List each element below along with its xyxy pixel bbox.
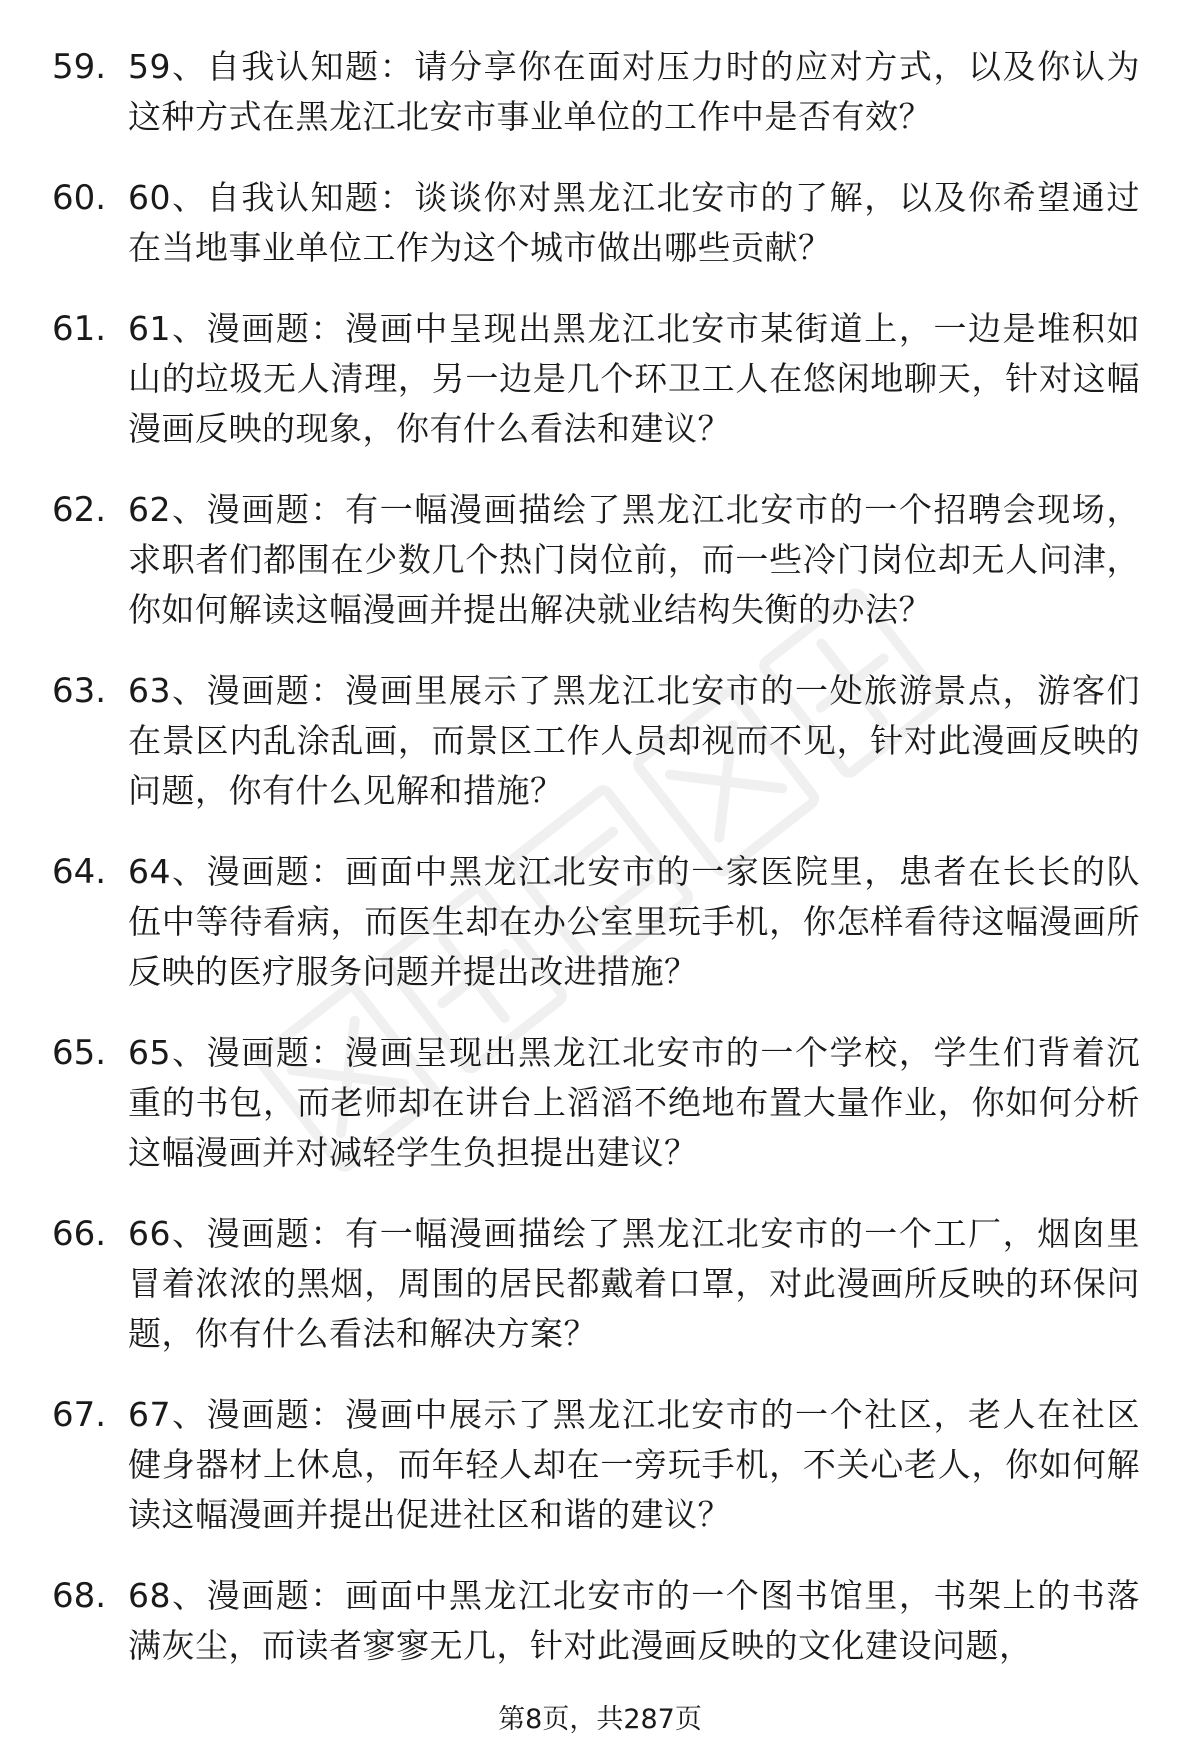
list-item <box>52 42 1140 142</box>
item-number: 61. <box>52 309 107 349</box>
item-number: 68. <box>52 1576 107 1616</box>
item-text: 59、自我认知题：请分享你在面对压力时的应对方式，以及你认为这种方式在黑龙江北安市事业单位的工作中是否有效？ <box>128 47 1140 136</box>
list-item <box>52 1571 1140 1671</box>
item-number: 62. <box>52 490 107 530</box>
list-item <box>52 485 1140 635</box>
list-item <box>52 1209 1140 1359</box>
item-text: 67、漫画题：漫画中展示了黑龙江北安市的一个社区，老人在社区健身器材上休息，而年轻人却在一旁玩手机，不关心老人，你如何解读这幅漫画并提出促进社区和谐的建议？ <box>128 1395 1140 1534</box>
item-text: 60、自我认知题：谈谈你对黑龙江北安市的了解，以及你希望通过在当地事业单位工作为这个城市做出哪些贡献？ <box>128 178 1140 267</box>
item-text: 61、漫画题：漫画中呈现出黑龙江北安市某街道上，一边是堆积如山的垃圾无人清理，另一边是几个环卫工人在悠闲地聊天，针对这幅漫画反映的现象，你有什么看法和建议？ <box>128 309 1140 448</box>
page-footer: 第8页，共287页 <box>498 1704 702 1735</box>
list-item <box>52 1028 1140 1178</box>
list-item <box>52 304 1140 454</box>
item-number: 66. <box>52 1214 107 1254</box>
item-text: 68、漫画题：画面中黑龙江北安市的一个图书馆里，书架上的书落满灰尘，而读者寥寥无几，针对此漫画反映的文化建设问题， <box>128 1576 1140 1665</box>
item-text: 65、漫画题：漫画呈现出黑龙江北安市的一个学校，学生们背着沉重的书包，而老师却在讲台上滔滔不绝地布置大量作业，你如何分析这幅漫画并对减轻学生负担提出建议？ <box>128 1033 1140 1172</box>
question-list <box>52 42 1140 1671</box>
list-item <box>52 666 1140 816</box>
item-number: 60. <box>52 178 107 218</box>
item-number: 63. <box>52 671 107 711</box>
item-number: 59. <box>52 47 107 87</box>
item-number: 64. <box>52 852 107 892</box>
list-item <box>52 847 1140 997</box>
list-item <box>52 173 1140 273</box>
item-text: 62、漫画题：有一幅漫画描绘了黑龙江北安市的一个招聘会现场，求职者们都围在少数几个热门岗位前，而一些冷门岗位却无人问津，你如何解读这幅漫画并提出解决就业结构失衡的办法？ <box>128 490 1140 629</box>
item-number: 67. <box>52 1395 107 1435</box>
item-number: 65. <box>52 1033 107 1073</box>
list-item <box>52 1390 1140 1540</box>
item-text: 63、漫画题：漫画里展示了黑龙江北安市的一处旅游景点，游客们在景区内乱涂乱画，而景区工作人员却视而不见，针对此漫画反映的问题，你有什么见解和措施？ <box>128 671 1140 810</box>
item-text: 64、漫画题：画面中黑龙江北安市的一家医院里，患者在长长的队伍中等待看病，而医生却在办公室里玩手机，你怎样看待这幅漫画所反映的医疗服务问题并提出改进措施？ <box>128 852 1140 991</box>
item-text: 66、漫画题：有一幅漫画描绘了黑龙江北安市的一个工厂，烟囱里冒着浓浓的黑烟，周围的居民都戴着口罩，对此漫画所反映的环保问题，你有什么看法和解决方案？ <box>128 1214 1140 1353</box>
